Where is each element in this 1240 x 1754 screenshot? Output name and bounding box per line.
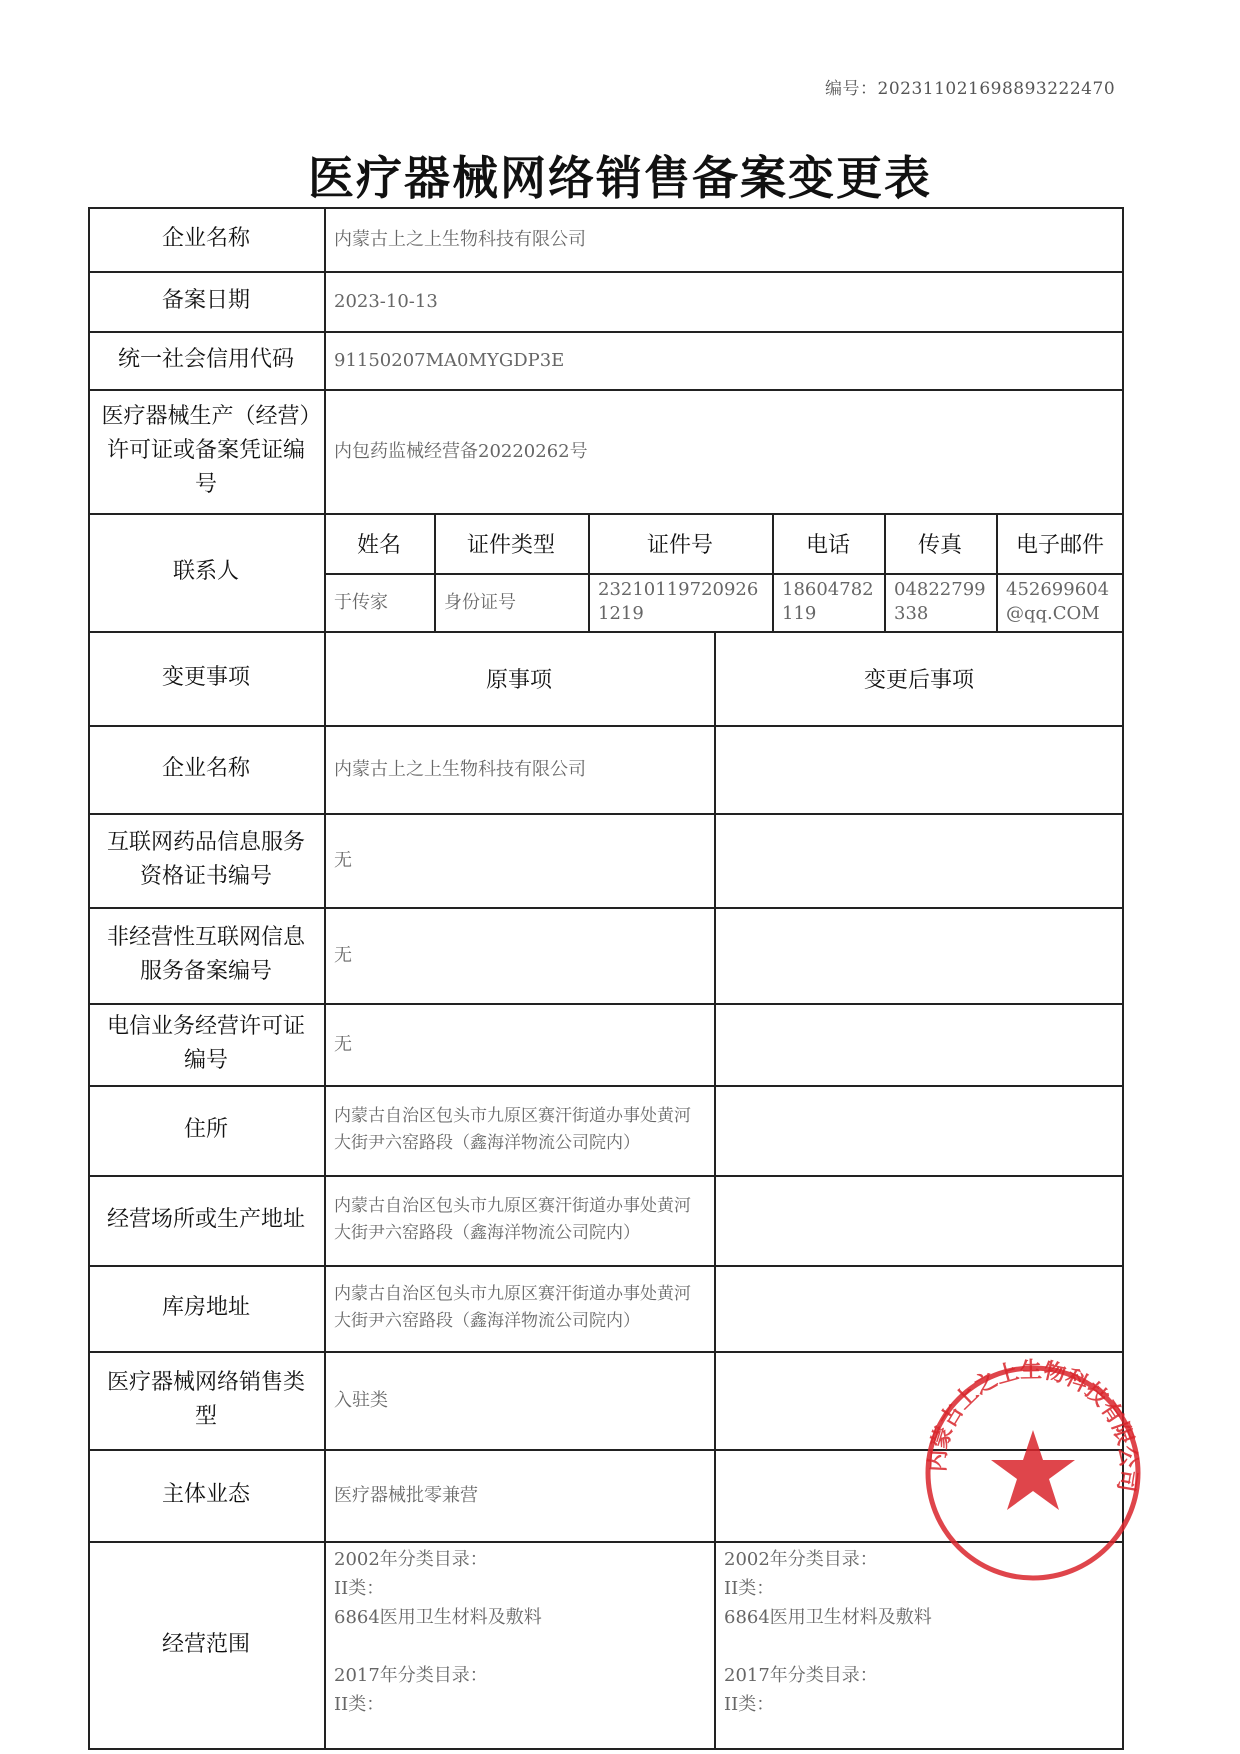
filing-date-value: 2023-10-13 xyxy=(334,290,438,312)
change-new-drug-info-cert xyxy=(714,813,1124,907)
change-label-drug-info-cert: 互联网药品信息服务资格证书编号 xyxy=(106,830,305,889)
seal-text: 内蒙古上之上生物科技有限公司 xyxy=(925,1358,1141,1494)
contact-header-email: 电子邮件 xyxy=(1015,532,1104,558)
change-label-icp-filing: 非经营性互联网信息服务备案编号 xyxy=(106,925,305,984)
change-label-residence: 住所 xyxy=(183,1117,228,1142)
company-name-label: 企业名称 xyxy=(161,226,250,251)
change-original-company: 内蒙古上之上生物科技有限公司 xyxy=(334,758,586,780)
serial-number: 编号：202311021698893222470 xyxy=(825,79,1116,99)
contact-id-number-value: 232101197209261219 xyxy=(598,579,759,624)
contact-header-fax: 传真 xyxy=(917,532,962,558)
change-original-business-premises: 内蒙古自治区包头市九原区赛汗街道办事处黄河大街尹六窑路段（鑫海洋物流公司院内） xyxy=(334,1196,691,1243)
contact-fax-value: 04822799338 xyxy=(894,579,986,624)
change-original-sales-type: 入驻类 xyxy=(334,1389,388,1411)
form-title: 医疗器械网络销售备案变更表 xyxy=(308,151,932,205)
contact-phone-value: 18604782119 xyxy=(782,579,874,624)
contact-id-type-value: 身份证号 xyxy=(444,591,516,613)
change-original-warehouse: 内蒙古自治区包头市九原区赛汗街道办事处黄河大街尹六窑路段（鑫海洋物流公司院内） xyxy=(334,1284,691,1331)
change-new-business-premises xyxy=(714,1175,1124,1265)
change-new-residence xyxy=(714,1085,1124,1175)
change-label-warehouse: 库房地址 xyxy=(161,1295,250,1320)
contact-name-value: 于传家 xyxy=(334,591,388,613)
change-label-business-form: 主体业态 xyxy=(161,1482,250,1507)
change-new-business-scope: 2002年分类目录： II类： 6864医用卫生材料及敷料 2017年分类目录： II类： xyxy=(724,1549,932,1715)
change-new-telecom-license xyxy=(714,1003,1124,1085)
contact-header-id-number: 证件号 xyxy=(646,532,713,558)
contact-header-name: 姓名 xyxy=(356,532,401,558)
change-new-icp-filing xyxy=(714,907,1124,1003)
change-label-company: 企业名称 xyxy=(161,756,250,781)
change-original-telecom-license: 无 xyxy=(334,1033,352,1055)
change-new-company xyxy=(714,725,1124,813)
filing-date-label: 备案日期 xyxy=(161,288,250,313)
contact-header-id-type: 证件类型 xyxy=(466,532,555,558)
change-original-drug-info-cert: 无 xyxy=(334,849,352,871)
change-original-residence: 内蒙古自治区包头市九原区赛汗街道办事处黄河大街尹六窑路段（鑫海洋物流公司院内） xyxy=(334,1106,691,1153)
credit-code-label: 统一社会信用代码 xyxy=(117,347,294,372)
company-name-value: 内蒙古上之上生物科技有限公司 xyxy=(334,228,586,250)
new-item-header: 变更后事项 xyxy=(863,667,974,693)
change-original-business-scope: 2002年分类目录： II类： 6864医用卫生材料及敷料 2017年分类目录： II类： xyxy=(334,1549,542,1715)
change-label-business-premises: 经营场所或生产地址 xyxy=(106,1207,305,1232)
change-original-business-form: 医疗器械批零兼营 xyxy=(334,1484,478,1506)
change-label-sales-type: 医疗器械网络销售类型 xyxy=(106,1370,305,1429)
contact-email-value: 452699604@qq.COM xyxy=(1006,579,1110,624)
change-item-header: 变更事项 xyxy=(161,665,250,690)
change-original-icp-filing: 无 xyxy=(334,944,352,966)
original-item-header: 原事项 xyxy=(485,667,552,693)
company-seal-stamp xyxy=(918,1358,1148,1588)
change-label-telecom-license: 电信业务经营许可证编号 xyxy=(106,1014,305,1073)
license-label: 医疗器械生产（经营）许可证或备案凭证编号 xyxy=(101,404,311,497)
credit-code-value: 91150207MA0MYGDP3E xyxy=(334,349,565,371)
license-value: 内包药监械经营备20220262号 xyxy=(334,440,588,462)
change-new-warehouse xyxy=(714,1265,1124,1351)
change-label-business-scope: 经营范围 xyxy=(161,1631,250,1657)
contact-header-phone: 电话 xyxy=(805,532,850,558)
contact-label: 联系人 xyxy=(172,559,239,584)
